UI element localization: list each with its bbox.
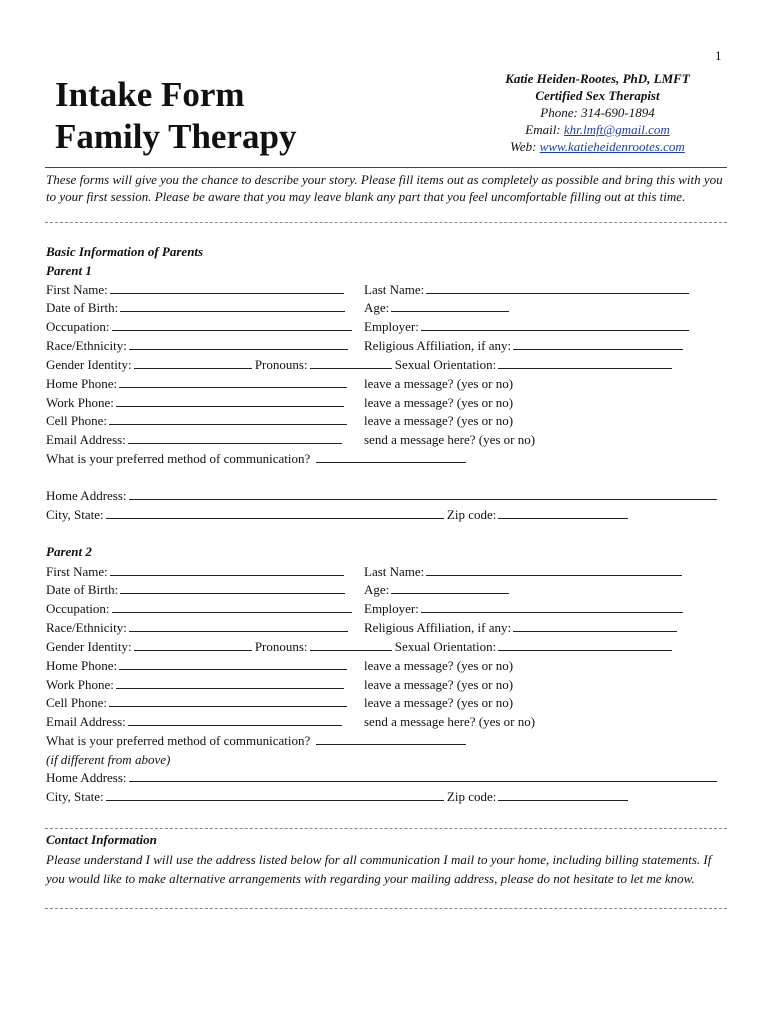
p1-religion-field[interactable] [513,337,683,350]
p2-dob-row: Date of Birth: [46,581,345,599]
contact-text: Please understand I will use the address listed below for all communication I mail to your home, including billing statements. If you would like to make alternative arrangements with regarding your mailing address, please do not hesitate to let me know. [46,852,712,886]
therapist-email-link[interactable]: khr.lmft@gmail.com [563,122,670,137]
p2-email-field[interactable] [128,713,342,726]
p1-city-state-field[interactable] [106,506,444,519]
p2-email-row: Email Address: [46,713,342,731]
p1-occupation-field[interactable] [112,318,352,331]
p2-zip-field[interactable] [498,788,628,801]
p2-occupation-row: Occupation: [46,600,352,618]
p1-religion-row: Religious Affiliation, if any: [364,337,683,355]
p1-age-field[interactable] [391,299,509,312]
p2-city-state-field[interactable] [106,788,444,801]
header-divider [45,167,727,168]
p1-age-row: Age: [364,299,509,317]
p1-first-name-row: First Name: [46,281,344,299]
contact-divider-top [45,828,727,829]
p1-first-name-field[interactable] [110,281,344,294]
p2-home-address-row: Home Address: [46,769,717,787]
p1-last-name-row: Last Name: [364,281,689,299]
p2-home-msg: leave a message? (yes or no) [364,658,514,673]
page-number: 1 [715,48,722,63]
p2-work-msg: leave a message? (yes or no) [364,677,514,692]
p1-home-msg: leave a message? (yes or no) [364,376,514,391]
p2-pronouns-field[interactable] [310,638,392,651]
parent1-heading: Parent 1 [46,263,92,278]
p2-gender-row: Gender Identity: Pronouns: Sexual Orientation: [46,638,672,656]
p1-zip-field[interactable] [498,506,628,519]
p2-home-phone-field[interactable] [119,657,347,670]
p2-home-phone-row: Home Phone: [46,657,347,675]
p1-home-phone-row: Home Phone: [46,375,347,393]
page-title [55,74,296,158]
therapist-web-link[interactable]: www.katieheidenrootes.com [539,139,685,154]
therapist-web-line: Web: www.katieheidenrootes.com [510,139,685,154]
p1-employer-row: Employer: [364,318,689,336]
p2-age-row: Age: [364,581,509,599]
p2-race-field[interactable] [129,619,348,632]
p1-city-state-row: City, State: Zip code: [46,506,628,524]
p1-race-field[interactable] [129,337,348,350]
p2-first-name-row: First Name: [46,563,344,581]
p2-occupation-field[interactable] [112,600,352,613]
p1-work-phone-field[interactable] [116,394,344,407]
p2-religion-row: Religious Affiliation, if any: [364,619,677,637]
intro-text: These forms will give you the chance to describe your story. Please fill items out as completely as possible and bring this with you to your first session. Please be aware that you may leave blank any part that you feel uncomfortable filling out at this time. [46,172,723,204]
p2-last-name-row: Last Name: [364,563,682,581]
p2-race-row: Race/Ethnicity: [46,619,348,637]
p2-work-phone-field[interactable] [116,676,344,689]
p1-email-field[interactable] [128,431,342,444]
p1-preferred-field[interactable] [316,450,466,463]
p2-cell-phone-field[interactable] [109,694,347,707]
therapist-email-line: Email: khr.lmft@gmail.com [525,122,670,137]
p1-work-phone-row: Work Phone: [46,394,344,412]
p1-dob-field[interactable] [120,299,345,312]
section-basic-heading: Basic Information of Parents [46,244,204,259]
p1-home-address-row: Home Address: [46,487,717,505]
p1-gender-field[interactable] [134,356,252,369]
p2-email-msg: send a message here? (yes or no) [364,714,536,729]
p1-home-address-field[interactable] [129,487,717,500]
p1-dob-row: Date of Birth: [46,299,345,317]
p1-gender-row: Gender Identity: Pronouns: Sexual Orientation: [46,356,672,374]
p2-preferred-field[interactable] [316,732,466,745]
p2-home-address-field[interactable] [129,769,717,782]
p2-first-name-field[interactable] [110,563,344,576]
p2-religion-field[interactable] [513,619,677,632]
contact-heading: Contact Information [46,832,157,847]
p1-preferred-row: What is your preferred method of communication? [46,450,466,468]
p2-gender-field[interactable] [134,638,252,651]
p1-last-name-field[interactable] [426,281,689,294]
p1-race-row: Race/Ethnicity: [46,337,348,355]
p1-work-msg: leave a message? (yes or no) [364,395,514,410]
therapist-name: Katie Heiden-Rootes, PhD, LMFT [505,71,690,86]
p2-employer-row: Employer: [364,600,683,618]
p1-cell-phone-row: Cell Phone: [46,412,347,430]
p1-occupation-row: Occupation: [46,318,352,336]
title-line-1: Intake Form [55,75,245,114]
p2-preferred-row: What is your preferred method of communication? [46,732,466,750]
p2-if-different-note: (if different from above) [46,752,171,767]
p1-pronouns-field[interactable] [310,356,392,369]
p1-email-msg: send a message here? (yes or no) [364,432,536,447]
intro-divider [45,222,727,223]
therapist-phone-line: Phone: 314-690-1894 [540,105,655,120]
p2-city-state-row: City, State: Zip code: [46,788,628,806]
p1-home-phone-field[interactable] [119,375,347,388]
parent2-heading: Parent 2 [46,544,92,559]
p2-age-field[interactable] [391,581,509,594]
p2-cell-msg: leave a message? (yes or no) [364,695,514,710]
p1-email-row: Email Address: [46,431,342,449]
p2-orientation-field[interactable] [498,638,672,651]
p2-work-phone-row: Work Phone: [46,676,344,694]
therapist-contact-block [470,70,725,155]
therapist-phone: 314-690-1894 [581,105,655,120]
p1-orientation-field[interactable] [498,356,672,369]
p2-last-name-field[interactable] [426,563,682,576]
p2-dob-field[interactable] [120,581,345,594]
p1-cell-msg: leave a message? (yes or no) [364,413,514,428]
title-line-2: Family Therapy [55,117,297,156]
p2-employer-field[interactable] [421,600,683,613]
p1-cell-phone-field[interactable] [109,412,347,425]
p1-employer-field[interactable] [421,318,689,331]
contact-divider-bottom [45,908,727,909]
p2-cell-phone-row: Cell Phone: [46,694,347,712]
therapist-credential: Certified Sex Therapist [535,88,660,103]
